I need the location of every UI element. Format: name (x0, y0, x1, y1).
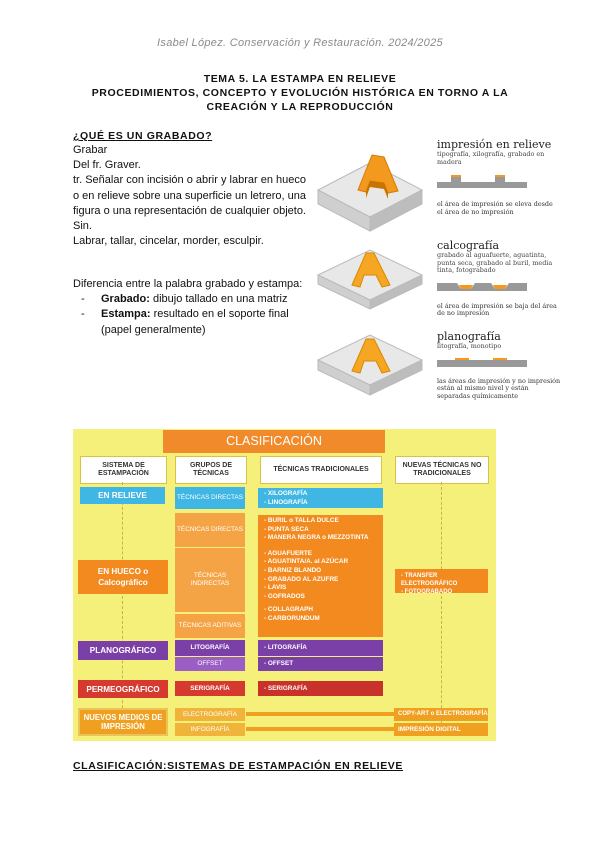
group-electrografia: ELECTROGRAFÍA (175, 708, 245, 721)
system-permeografico: PERMEOGRÁFICO (78, 680, 168, 698)
tech-serigrafia: - SERIGRAFÍA (258, 681, 383, 696)
definition-line: Grabar (73, 144, 108, 156)
arrow-infografia (246, 727, 394, 731)
diagram-title: impresión en relieve (437, 138, 552, 151)
technique-item: - LINOGRAFÍA (264, 498, 308, 506)
intaglio-block-image (318, 250, 422, 309)
system-nuevos-medios: NUEVOS MEDIOS DE IMPRESIÓN (78, 708, 168, 736)
technique-item: - AGUATINTA/A. al AZÚCAR (264, 558, 349, 566)
diagram-title: planografía (437, 330, 501, 343)
term-estampa: Estampa: (101, 308, 151, 321)
diagram-title: calcografía (437, 239, 500, 252)
section-heading-grabado: ¿QUÉ ES UN GRABADO? (73, 130, 213, 142)
tech-litografia: - LITOGRAFÍA (258, 640, 383, 656)
header-tradicionales: TÉCNICAS TRADICIONALES (260, 456, 382, 484)
technique-item: - GOFRADOS (264, 592, 305, 600)
planographic-block-image (318, 335, 422, 395)
technique-item: - XILOGRAFÍA (264, 490, 308, 497)
group-hueco-indirectas: TÉCNICAS INDIRECTAS (175, 548, 245, 612)
term-definition: dibujo tallado en una matriz (149, 293, 288, 306)
document-header: Isabel López. Conservación y Restauración. 2024/2025 (157, 37, 443, 49)
term-definition: resultado en el soporte final (papel generalmente) (101, 308, 289, 336)
definition-line: Sin. (73, 220, 92, 233)
group-litografia: LITOGRAFÍA (175, 640, 245, 656)
title-line-2: PROCEDIMIENTOS, CONCEPTO Y EVOLUCIÓN HISTÓRICA EN TORNO A LA (91, 87, 509, 99)
diagram-subtitle: litografía, monotipo (437, 342, 502, 350)
list-item (73, 307, 309, 337)
technique-item: - LAVIS (264, 584, 287, 592)
group-hueco-aditivas: TÉCNICAS ADITIVAS (175, 614, 245, 638)
planographic-diagram (437, 330, 561, 400)
term-grabado: Grabado: (101, 293, 150, 306)
diagram-note: el área de impresión se baja del área de no impresión (437, 301, 557, 318)
tech-offset: - OFFSET (258, 657, 383, 671)
technique-item: - AGUAFUERTE (264, 549, 313, 557)
group-serigrafia: SERIGRAFÍA (175, 681, 245, 696)
new-media-digital: IMPRESIÓN DIGITAL (394, 723, 488, 736)
classification-title: CLASIFICACIÓN (163, 430, 385, 453)
relief-profile-icon (437, 172, 527, 192)
technique-item: - BURIL o TALLA DULCE (264, 517, 339, 524)
definition-line: Labrar, tallar, cincelar, morder, esculpir. (73, 235, 264, 248)
list-item (73, 292, 309, 307)
relief-diagram (437, 138, 557, 216)
technique-item: - TRANSFER ELECTROGRÁFICO (401, 573, 458, 587)
diagram-note: las áreas de impresión y no impresión están al mismo nivel y están separadas químicamente (437, 376, 561, 400)
difference-block (73, 277, 309, 338)
definition-line: Del fr. Graver. (73, 159, 141, 172)
techs-relieve (258, 488, 383, 508)
printing-blocks-illustration (310, 135, 430, 410)
header-sistema: SISTEMA DE ESTAMPACIÓN (80, 456, 167, 484)
technique-item: - GRABADO AL AZUFRE (264, 575, 339, 583)
definition-line: tr. Señalar con incisión o abrir y labrar en hueco o en relieve sobre una superficie un letrero, una figura o una representación de cualquier objeto. (73, 174, 306, 217)
difference-text: Diferencia entre la palabra grabado y estampa: (73, 278, 303, 290)
planographic-profile-icon (437, 354, 527, 370)
document-title (40, 72, 560, 114)
group-infografia: INFOGRAFÍA (175, 723, 245, 736)
technique-item: - MANERA NEGRA o MEZZOTINTA (264, 534, 369, 542)
header-nuevas: NUEVAS TÉCNICAS NO TRADICIONALES (395, 456, 489, 484)
technique-item: - BARNIZ BLANDO (264, 566, 322, 574)
techs-hueco (258, 515, 383, 637)
relief-block-image (318, 155, 422, 231)
title-line-3: CREACIÓN Y LA REPRODUCCIÓN (206, 101, 394, 113)
diagram-subtitle: tipografía, xilografía, grabado en madera (437, 150, 545, 166)
new-media-copyart: COPY-ART o ELECTROGRAFÍA (394, 708, 488, 721)
technique-item: - FOTOGRABADO (401, 589, 453, 595)
group-hueco-directas: TÉCNICAS DIRECTAS (175, 513, 245, 547)
section-heading-clasificacion: CLASIFICACIÓN:SISTEMAS DE ESTAMPACIÓN EN RELIEVE (73, 760, 404, 772)
header-grupos: GRUPOS DE TÉCNICAS (175, 456, 247, 484)
system-planografico: PLANOGRÁFICO (78, 641, 168, 660)
arrow-electrografia (246, 712, 394, 716)
definition-block (73, 143, 309, 249)
technique-item: - PUNTA SECA (264, 525, 309, 533)
divider (441, 482, 443, 728)
group-offset: OFFSET (175, 657, 245, 671)
technique-item: - COLLAGRAPH (264, 606, 313, 614)
new-techs-hueco (395, 569, 488, 593)
intaglio-diagram (437, 239, 561, 318)
system-relieve: EN RELIEVE (80, 487, 165, 504)
intaglio-profile-icon (437, 279, 527, 295)
diagram-subtitle: grabado al aguafuerte, aguatinta, punta seca, grabado al buril, media tinta, fotograbado (437, 251, 553, 275)
system-hueco: EN HUECO o Calcográfico (78, 560, 168, 594)
technique-item: - CARBORUNDUM (264, 614, 320, 622)
title-line-1: TEMA 5. LA ESTAMPA EN RELIEVE (203, 73, 397, 85)
group-relieve-directas: TÉCNICAS DIRECTAS (175, 487, 245, 509)
diagram-note: el área de impresión se eleva desde el área de no impresión (437, 200, 553, 216)
